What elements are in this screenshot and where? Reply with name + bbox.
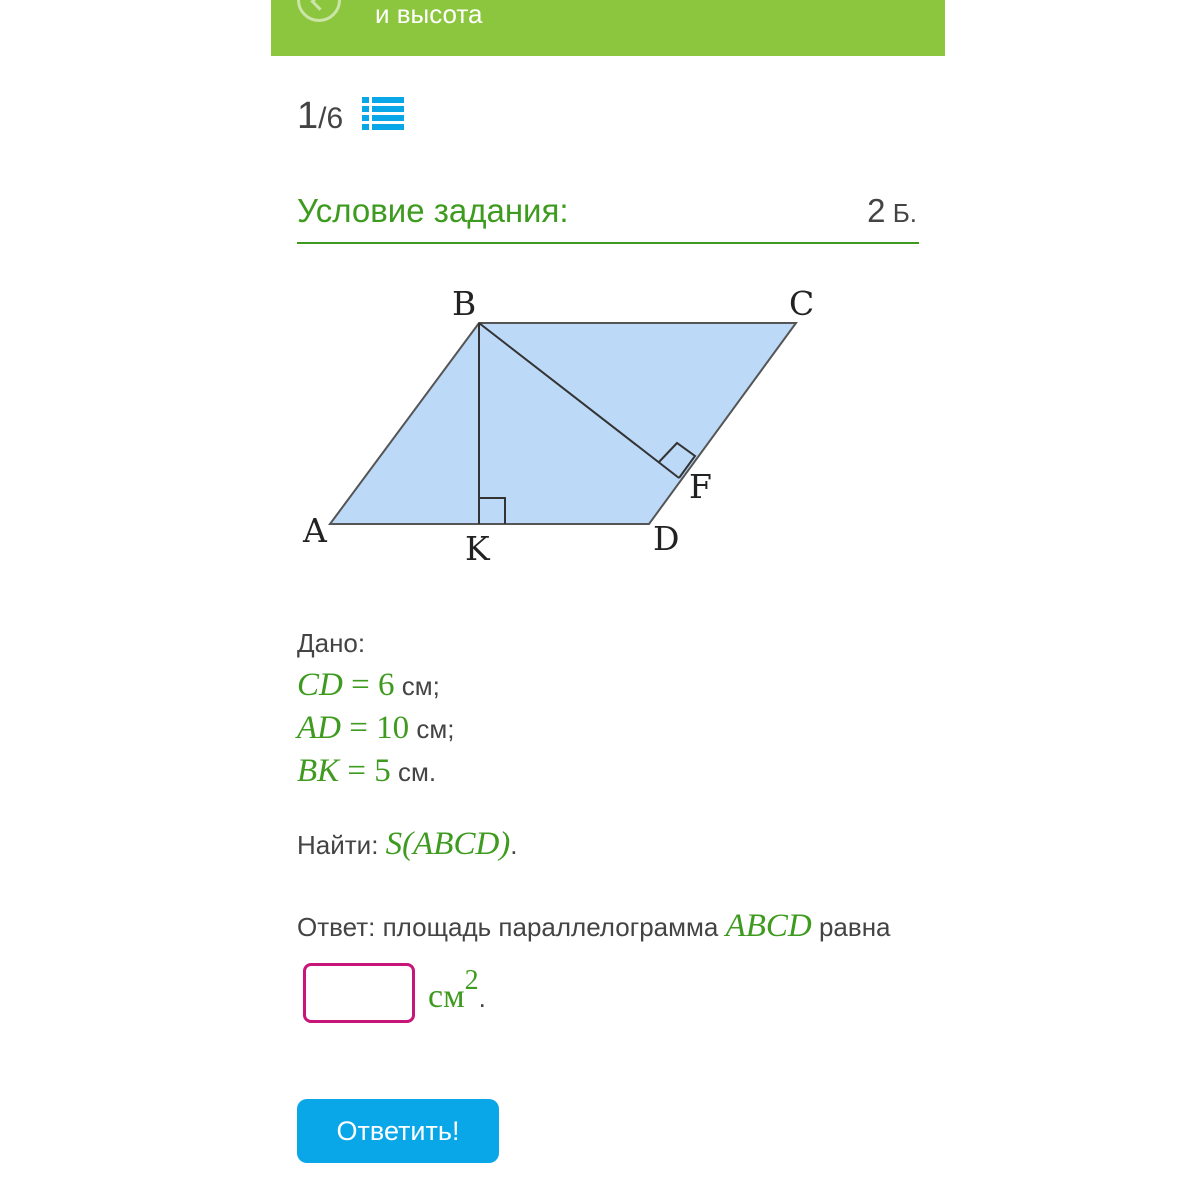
given-eq: = bbox=[342, 667, 378, 703]
given-expr: CD bbox=[297, 667, 343, 703]
find-line bbox=[297, 826, 518, 863]
given-item-ad bbox=[297, 707, 454, 750]
answer-end: . bbox=[478, 983, 486, 1013]
task-condition-title: Условие задания: bbox=[297, 192, 569, 229]
label-c: C bbox=[789, 284, 815, 323]
given-value: 5 bbox=[374, 753, 391, 789]
find-end: . bbox=[510, 830, 518, 860]
given-eq: = bbox=[339, 753, 375, 789]
given-item-bk bbox=[297, 750, 454, 793]
given-block bbox=[297, 622, 454, 793]
given-unit: см. bbox=[390, 757, 437, 787]
page-title: и высота bbox=[375, 0, 483, 29]
given-unit: см; bbox=[409, 714, 455, 744]
label-a: A bbox=[303, 511, 327, 550]
answer-line bbox=[297, 908, 891, 945]
task-points bbox=[867, 192, 917, 230]
task-progress bbox=[297, 95, 343, 138]
find-label: Найти: bbox=[297, 830, 386, 860]
answer-input[interactable] bbox=[303, 963, 415, 1023]
task-condition-header bbox=[297, 190, 919, 244]
given-label: Дано: bbox=[297, 628, 366, 658]
label-k: K bbox=[465, 529, 490, 568]
given-expr: BK bbox=[297, 753, 340, 789]
points-value: 2 bbox=[867, 192, 886, 229]
label-b: B bbox=[452, 284, 477, 323]
given-expr: AD bbox=[297, 710, 341, 746]
progress-total: /6 bbox=[318, 102, 344, 135]
list-icon[interactable] bbox=[362, 95, 404, 131]
given-eq: = bbox=[341, 710, 377, 746]
parallelogram-abcd bbox=[330, 323, 796, 524]
given-value: 10 bbox=[376, 710, 410, 746]
given-item-cd bbox=[297, 664, 454, 707]
given-unit: см; bbox=[394, 671, 440, 701]
top-bar bbox=[271, 0, 945, 56]
answer-unit-text: см bbox=[428, 978, 465, 1015]
progress-current: 1 bbox=[297, 95, 319, 137]
find-expr: S(ABCD) bbox=[385, 826, 511, 862]
answer-prefix: Ответ: площадь параллелограмма bbox=[297, 912, 726, 942]
answer-unit-power: 2 bbox=[464, 965, 479, 996]
parallelogram-figure bbox=[297, 280, 837, 580]
answer-unit bbox=[428, 965, 486, 1016]
submit-answer-button[interactable]: Ответить! bbox=[297, 1099, 499, 1163]
label-f: F bbox=[689, 467, 712, 506]
label-d: D bbox=[653, 519, 680, 558]
back-arrow-icon[interactable] bbox=[297, 0, 341, 22]
answer-expr: ABCD bbox=[725, 908, 812, 944]
answer-suffix: равна bbox=[811, 912, 891, 942]
given-value: 6 bbox=[377, 667, 395, 703]
points-unit: Б. bbox=[885, 198, 917, 228]
